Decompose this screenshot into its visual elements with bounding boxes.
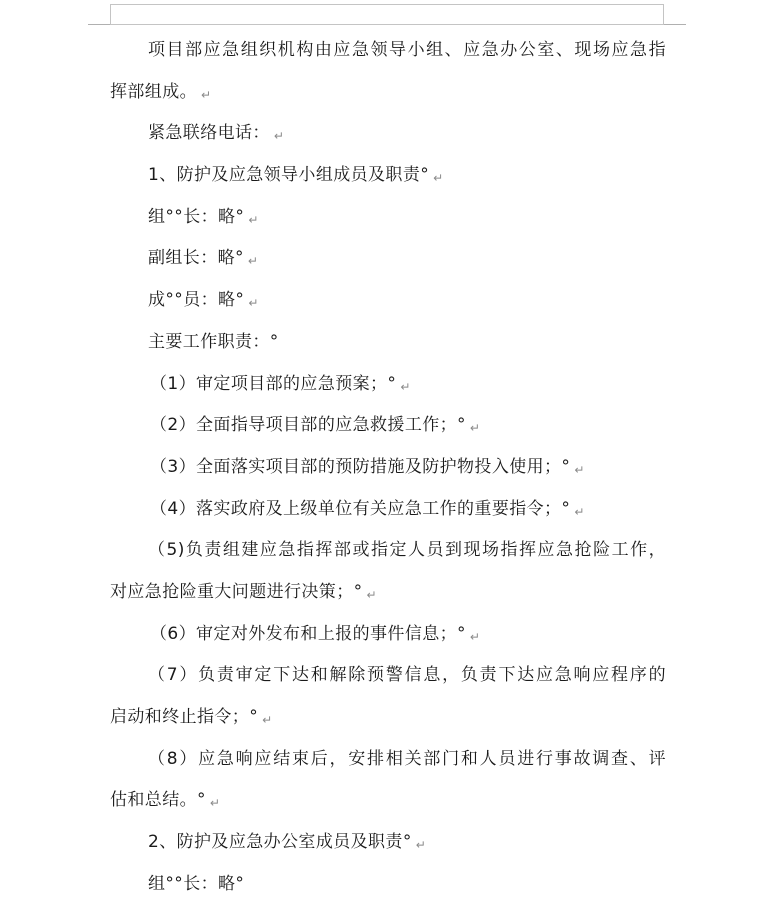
paragraph-mark-icon: ↵ bbox=[209, 796, 221, 811]
text-line bbox=[110, 238, 666, 280]
line-text: （7）负责审定下达和解除预警信息，负责下达应急响应程序的 bbox=[148, 665, 666, 686]
paragraph-mark-icon: ↵ bbox=[415, 838, 427, 853]
paragraph-mark-icon: ↵ bbox=[574, 504, 585, 519]
text-line bbox=[110, 72, 666, 114]
crop-mark-right bbox=[664, 24, 686, 25]
line-text: 1、防护及应急领导小组成员及职责° bbox=[148, 165, 430, 186]
paragraph-mark-icon: ↵ bbox=[400, 379, 411, 394]
line-text: 主要工作职责：° bbox=[148, 331, 279, 352]
line-text: 副组长：略° bbox=[148, 248, 244, 269]
line-text: （8）应急响应结束后，安排相关部门和人员进行事故调查、评 bbox=[148, 748, 666, 769]
text-line bbox=[110, 280, 666, 322]
paragraph-mark-icon: ↵ bbox=[366, 587, 377, 602]
text-line bbox=[110, 113, 666, 155]
text-line bbox=[110, 322, 666, 364]
paragraph-mark-icon: ↵ bbox=[247, 254, 259, 269]
line-text: 2、防护及应急办公室成员及职责° bbox=[148, 832, 412, 853]
text-line bbox=[110, 405, 666, 447]
line-text: （5)负责组建应急指挥部或指定人员到现场指挥应急抢险工作， bbox=[148, 540, 666, 561]
paragraph-mark-icon: ↵ bbox=[469, 629, 481, 644]
line-text: 挥部组成。 bbox=[110, 81, 197, 102]
text-line bbox=[110, 780, 666, 822]
crop-mark-left bbox=[88, 24, 110, 25]
line-text: 估和总结。° bbox=[110, 790, 206, 811]
text-line bbox=[110, 572, 666, 614]
text-line bbox=[110, 155, 666, 197]
text-line bbox=[110, 197, 666, 239]
text-line bbox=[110, 530, 666, 572]
text-line bbox=[110, 447, 666, 489]
line-text: （1）审定项目部的应急预案；° bbox=[150, 373, 397, 394]
line-text: 组°°长：略° bbox=[148, 206, 245, 227]
text-line bbox=[110, 489, 666, 531]
line-text: 对应急抢险重大问题进行决策；° bbox=[110, 581, 363, 602]
text-line bbox=[110, 614, 666, 656]
paragraph-mark-icon: ↵ bbox=[469, 421, 481, 436]
paragraph-mark-icon: ↵ bbox=[273, 129, 285, 144]
paragraph-mark-icon: ↵ bbox=[262, 713, 273, 727]
line-text: （6）审定对外发布和上报的事件信息；° bbox=[150, 623, 466, 644]
text-line bbox=[110, 697, 666, 739]
document-body[interactable] bbox=[110, 30, 666, 905]
line-text: 组°°长：略° bbox=[148, 873, 245, 894]
paragraph-mark-icon: ↵ bbox=[248, 296, 259, 311]
text-line bbox=[110, 739, 666, 781]
line-text: 启动和终止指令；° bbox=[110, 707, 259, 727]
header-frame bbox=[110, 4, 664, 25]
paragraph-mark-icon: ↵ bbox=[201, 87, 212, 102]
paragraph-mark-icon: ↵ bbox=[248, 212, 259, 227]
line-text: （2）全面指导项目部的应急救援工作；° bbox=[150, 415, 466, 436]
line-text: 项目部应急组织机构由应急领导小组、应急办公室、现场应急指 bbox=[148, 40, 666, 60]
text-line bbox=[110, 30, 666, 72]
line-text: 成°°员：略° bbox=[148, 290, 245, 311]
text-line bbox=[110, 864, 666, 905]
text-line bbox=[110, 364, 666, 406]
paragraph-mark-icon: ↵ bbox=[574, 462, 585, 477]
line-text: （4）落实政府及上级单位有关应急工作的重要指令；° bbox=[150, 498, 571, 519]
line-text: 紧急联络电话： bbox=[148, 123, 270, 144]
text-line bbox=[110, 655, 666, 697]
line-text: （3）全面落实项目部的预防措施及防护物投入使用；° bbox=[150, 456, 571, 477]
paragraph-mark-icon: ↵ bbox=[433, 171, 444, 186]
text-line bbox=[110, 822, 666, 864]
